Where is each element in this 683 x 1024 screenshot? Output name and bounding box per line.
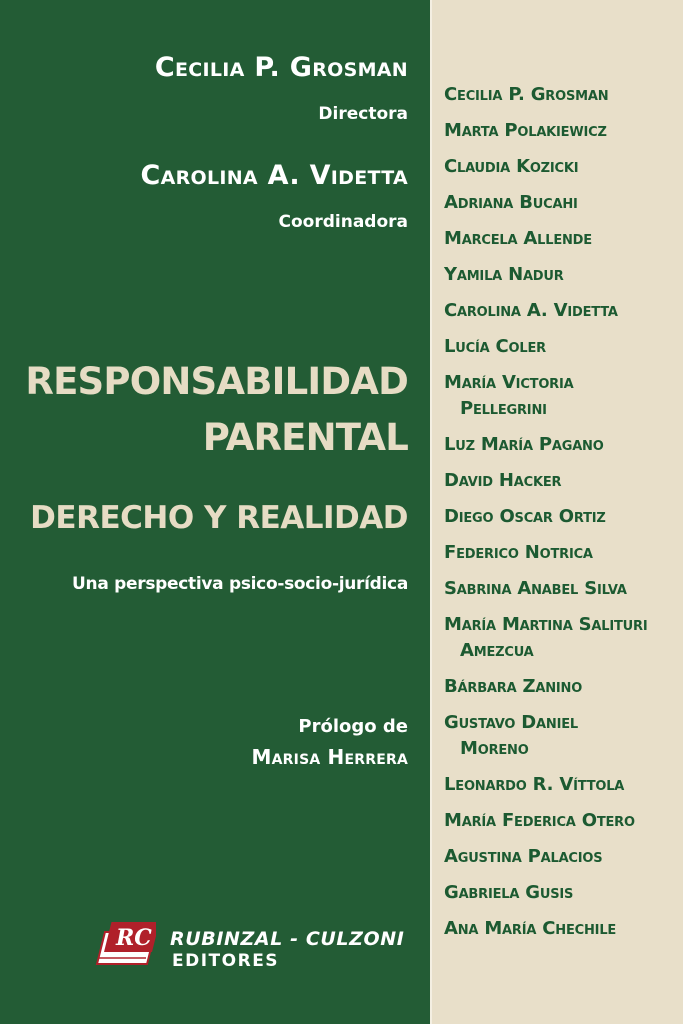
contributor-item — [444, 154, 647, 180]
contributor-name: Diego Oscar Ortiz — [444, 506, 606, 527]
contributor-item — [444, 576, 647, 602]
publisher-name: RUBINZAL - CULZONI — [170, 928, 405, 950]
contributor-item — [444, 468, 647, 494]
contributor-item — [444, 432, 647, 458]
cover-right-panel — [432, 0, 683, 1024]
prologue-label: Prólogo de — [298, 716, 408, 737]
contributor-name: Federico Notrica — [444, 542, 593, 563]
contributor-name: Agustina Palacios — [444, 846, 603, 867]
contributor-item — [444, 808, 647, 834]
contributor-name: Leonardo R. Víttola — [444, 774, 625, 795]
contributor-item — [444, 262, 647, 288]
coordinator-name: Carolina A. Videtta — [140, 160, 408, 191]
contributor-name: Bárbara Zanino — [444, 676, 583, 697]
contributor-name: Marta Polakiewicz — [444, 120, 607, 141]
book-tagline: Una perspectiva psico-socio-jurídica — [72, 574, 408, 594]
contributor-item — [444, 916, 647, 942]
contributor-item — [444, 504, 647, 530]
director-name: Cecilia P. Grosman — [154, 52, 408, 83]
contributor-name: David Hacker — [444, 470, 562, 491]
contributor-item — [444, 334, 647, 360]
contributor-item — [444, 190, 647, 216]
contributor-name: Carolina A. Videtta — [444, 300, 618, 321]
contributor-item — [444, 674, 647, 700]
contributor-item — [444, 710, 647, 762]
contributor-name-continued: Amezcua — [460, 640, 534, 661]
book-title-line-2: PARENTAL — [202, 416, 408, 459]
contributor-item — [444, 118, 647, 144]
contributor-name: María Martina Salituri — [444, 614, 648, 635]
contributor-item — [444, 226, 647, 252]
contributor-name: Ana María Chechile — [444, 918, 617, 939]
contributor-item — [444, 298, 647, 324]
publisher-logo — [94, 920, 156, 968]
book-title-line-1: RESPONSABILIDAD — [25, 360, 408, 403]
contributor-name: Gabriela Gusis — [444, 882, 574, 903]
contributor-item — [444, 370, 647, 422]
contributor-name: Adriana Bucahi — [444, 192, 578, 213]
prologue-author: Marisa Herrera — [251, 745, 408, 769]
publisher-subname: EDITORES — [172, 951, 280, 971]
contributor-name: Yamila Nadur — [444, 264, 564, 285]
contributor-item — [444, 844, 647, 870]
contributor-name: Luz María Pagano — [444, 434, 604, 455]
contributor-name: María Federica Otero — [444, 810, 635, 831]
contributor-item — [444, 82, 647, 108]
contributor-name-continued: Pellegrini — [460, 398, 547, 419]
contributor-name: Marcela Allende — [444, 228, 592, 249]
coordinator-role: Coordinadora — [278, 212, 408, 232]
contributor-name: Lucía Coler — [444, 336, 546, 357]
publisher-logo-text: RC — [116, 925, 152, 951]
contributor-name-continued: Moreno — [460, 738, 529, 759]
contributor-name: Cecilia P. Grosman — [444, 84, 609, 105]
contributor-item — [444, 612, 647, 664]
contributor-item — [444, 880, 647, 906]
contributor-name: Gustavo Daniel — [444, 712, 578, 733]
contributor-item — [444, 772, 647, 798]
contributor-name: María Victoria — [444, 372, 574, 393]
contributor-name: Claudia Kozicki — [444, 156, 579, 177]
contributor-item — [444, 540, 647, 566]
book-subtitle: DERECHO Y REALIDAD — [30, 500, 408, 536]
director-role: Directora — [318, 104, 408, 124]
contributors-list — [444, 82, 647, 952]
contributor-name: Sabrina Anabel Silva — [444, 578, 627, 599]
